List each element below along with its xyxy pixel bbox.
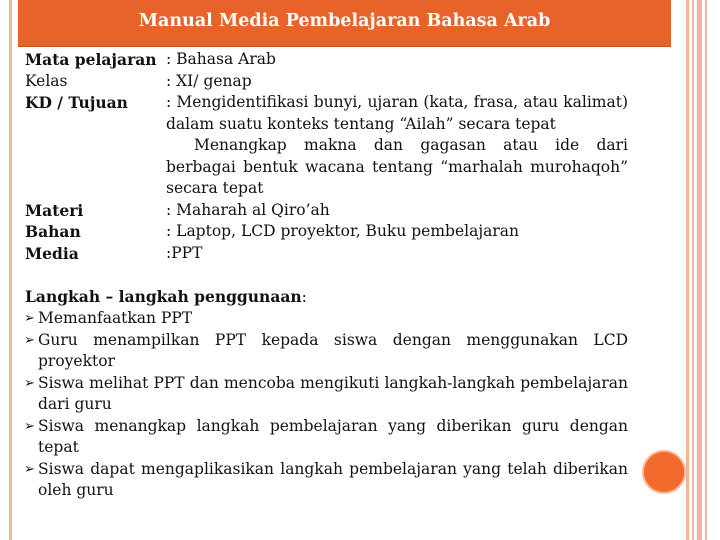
- info-row-media: [25, 243, 628, 265]
- list-item: [25, 459, 628, 502]
- list-item: [25, 308, 628, 330]
- info-value: :PPT: [166, 243, 203, 262]
- step-text: Siswa menangkap langkah pembelajaran yang diberikan guru dengan tepat: [38, 416, 628, 456]
- info-row-kd: [25, 92, 628, 200]
- info-value-group: [166, 92, 628, 200]
- list-item: [25, 373, 628, 416]
- step-text: Memanfaatkan PPT: [38, 309, 193, 327]
- info-value: : Laptop, LCD proyektor, Buku pembelajaran: [166, 222, 519, 240]
- arrowhead-bullet-icon: ➢: [24, 332, 35, 348]
- list-item: [25, 330, 628, 373]
- info-row-mata-pelajaran: [25, 49, 628, 71]
- info-row-kelas: [25, 71, 628, 93]
- info-label: Bahan: [25, 222, 81, 241]
- info-label: KD / Tujuan: [25, 93, 128, 112]
- info-value: : Maharah al Qiro’ah: [166, 200, 330, 219]
- decor-circle: [642, 450, 686, 494]
- steps-heading-colon: :: [301, 287, 307, 306]
- steps-list: [25, 308, 628, 502]
- kd-objective-1: : Mengidentifikasi bunyi, ujaran (kata, frasa, atau kalimat) dalam suatu konteks tentang “Ailah” secara tepat: [166, 93, 628, 133]
- spacer: [25, 264, 628, 286]
- right-decor-line-4: [705, 0, 707, 540]
- info-value: : XI/ genap: [166, 71, 252, 90]
- arrowhead-bullet-icon: ➢: [24, 311, 35, 326]
- slide-content: [25, 49, 628, 502]
- kd-objective-2: Menangkap makna dan gagasan atau ide dari berbagai bentuk wacana tentang “marhalah murohaqoh” secara tepat: [166, 136, 628, 197]
- right-decor-line-1: [686, 0, 689, 540]
- info-label: Kelas: [25, 71, 68, 90]
- info-row-bahan: [25, 221, 628, 243]
- step-text: Siswa dapat mengaplikasikan langkah pembelajaran yang telah diberikan oleh guru: [38, 459, 628, 499]
- info-label: Media: [25, 243, 79, 263]
- title-bar: [18, 0, 671, 46]
- slide-title: Manual Media Pembelajaran Bahasa Arab: [138, 11, 551, 31]
- arrowhead-bullet-icon: ➢: [24, 375, 35, 391]
- step-text: Siswa melihat PPT dan mencoba mengikuti langkah-langkah pembelajaran dari guru: [38, 373, 628, 413]
- step-text: Guru menampilkan PPT kepada siswa dengan menggunakan LCD proyektor: [38, 330, 628, 370]
- arrowhead-bullet-icon: ➢: [24, 461, 35, 477]
- arrowhead-bullet-icon: ➢: [24, 418, 35, 434]
- info-label: Materi: [25, 200, 84, 220]
- right-decor-line-2: [692, 0, 694, 540]
- info-row-materi: [25, 200, 628, 222]
- steps-heading: [25, 286, 628, 309]
- steps-heading-text: Langkah – langkah penggunaan: [25, 286, 302, 306]
- list-item: [25, 416, 628, 459]
- info-value: : Bahasa Arab: [166, 50, 276, 68]
- left-decor-line: [9, 0, 12, 540]
- info-label: Mata pelajaran: [25, 50, 157, 69]
- right-decor-line-3: [697, 0, 702, 540]
